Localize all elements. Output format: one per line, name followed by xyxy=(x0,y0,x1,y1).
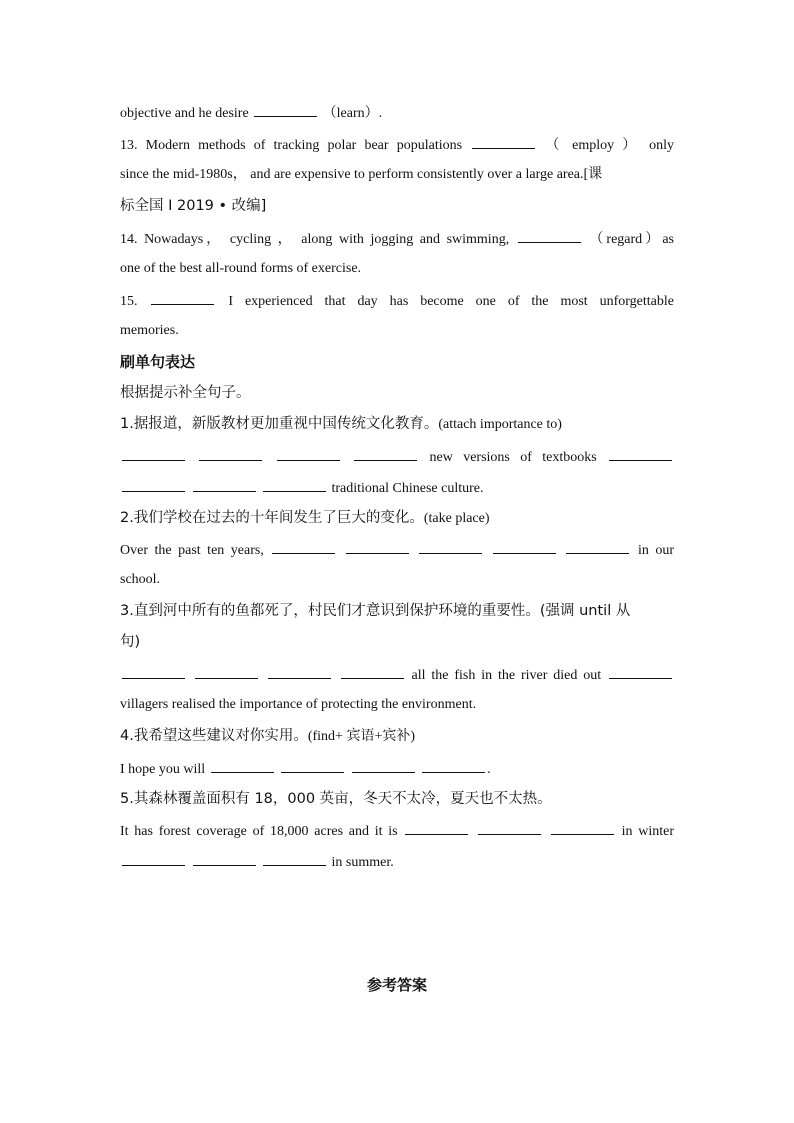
answer-blank[interactable] xyxy=(405,820,468,835)
line-item-15-cont: memories. xyxy=(120,323,179,338)
answer-blank[interactable] xyxy=(211,758,274,773)
answer-blank[interactable] xyxy=(352,758,415,773)
question-2-answer-line-1: Over the past ten years, in our xyxy=(120,539,674,561)
line-item-14-cont: one of the best all-round forms of exercise. xyxy=(120,261,362,276)
answer-blank[interactable] xyxy=(122,851,185,866)
section-instruction: 根据提示补全句子。 xyxy=(120,385,251,401)
answer-blank[interactable] xyxy=(277,446,340,461)
answer-blank[interactable] xyxy=(199,446,262,461)
answer-blank[interactable] xyxy=(422,758,485,773)
answer-blank[interactable] xyxy=(551,820,614,835)
line-item-14: 14. Nowadays， cycling ， along with jogging and swimming, （regard）as xyxy=(120,228,674,250)
answer-blank[interactable] xyxy=(609,664,672,679)
question-4-answer-line: I hope you will . xyxy=(120,758,674,780)
answer-blank[interactable] xyxy=(122,446,185,461)
question-1-prompt: 1.据报道，新版教材更加重视中国传统文化教育。(attach importance to) xyxy=(120,416,562,432)
question-3-prompt-cont: 句) xyxy=(120,634,141,650)
answer-blank[interactable] xyxy=(122,477,185,492)
question-2-prompt: 2.我们学校在过去的十年间发生了巨大的变化。(take place) xyxy=(120,510,490,526)
answer-blank[interactable] xyxy=(272,539,335,554)
answer-blank[interactable] xyxy=(151,290,214,305)
answer-blank[interactable] xyxy=(195,664,258,679)
section-heading: 刷单句表达 xyxy=(120,353,196,371)
line-item-13-source: 标全国 I 2019 • 改编] xyxy=(120,198,267,214)
answers-heading: 参考答案 xyxy=(366,976,427,994)
answer-blank[interactable] xyxy=(419,539,482,554)
answer-blank[interactable] xyxy=(122,664,185,679)
line-item-15: 15. I experienced that day has become one of the most unforgettable xyxy=(120,290,674,312)
answer-blank[interactable] xyxy=(609,446,672,461)
line-item-12-tail: objective and he desire （learn）. xyxy=(120,102,674,124)
answer-blank[interactable] xyxy=(354,446,417,461)
answer-blank[interactable] xyxy=(281,758,344,773)
answer-blank[interactable] xyxy=(263,851,326,866)
answer-blank[interactable] xyxy=(268,664,331,679)
answer-blank[interactable] xyxy=(193,851,256,866)
question-4-prompt: 4.我希望这些建议对你实用。(find+ 宾语+宾补) xyxy=(120,728,416,744)
question-1-answer-line-2: traditional Chinese culture. xyxy=(120,477,674,499)
line-item-13: 13. Modern methods of tracking polar bear populations （ employ ） only xyxy=(120,134,674,156)
question-2-answer-line-2: school. xyxy=(120,572,161,587)
line-item-13-cont: since the mid-1980s， and are expensive to perform consistently over a large area.[课 xyxy=(120,167,603,182)
answer-blank[interactable] xyxy=(566,539,629,554)
question-3-answer-line-2: villagers realised the importance of protecting the environment. xyxy=(120,697,477,712)
answer-blank[interactable] xyxy=(472,134,535,149)
answer-blank[interactable] xyxy=(493,539,556,554)
question-1-answer-line-1: new versions of textbooks xyxy=(120,446,674,468)
answer-blank[interactable] xyxy=(341,664,404,679)
answer-blank[interactable] xyxy=(518,228,581,243)
answer-blank[interactable] xyxy=(193,477,256,492)
question-5-answer-line-2: in summer. xyxy=(120,851,674,873)
question-5-prompt: 5.其森林覆盖面积有 18，000 英亩，冬天不太冷，夏天也不太热。 xyxy=(120,791,552,807)
question-3-answer-line-1: all the fish in the river died out xyxy=(120,664,674,686)
answer-blank[interactable] xyxy=(346,539,409,554)
answer-blank[interactable] xyxy=(263,477,326,492)
answer-blank[interactable] xyxy=(254,102,317,117)
question-5-answer-line-1: It has forest coverage of 18,000 acres and it is in winter xyxy=(120,820,674,842)
answer-blank[interactable] xyxy=(478,820,541,835)
question-3-prompt: 3.直到河中所有的鱼都死了，村民们才意识到保护环境的重要性。(强调 until 从 xyxy=(120,603,631,619)
